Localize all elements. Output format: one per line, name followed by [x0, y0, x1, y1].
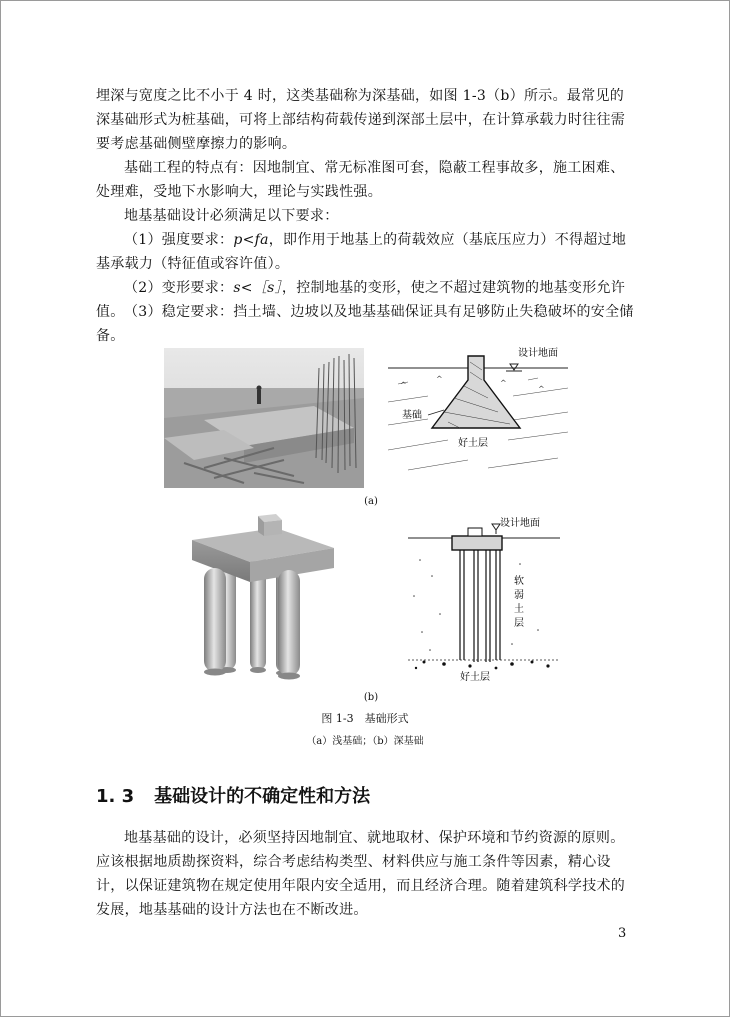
- figure-subcaption: （a）浅基础；（b）深基础: [306, 736, 424, 747]
- piles: [460, 550, 500, 662]
- pile-cap: [452, 536, 502, 550]
- good-soil-label-a: 好土层: [458, 438, 488, 449]
- section-title: 基础设计的不确定性和方法: [154, 786, 371, 807]
- soft-soil-char-4: 层: [514, 618, 524, 629]
- foundation-label: 基础: [402, 410, 422, 421]
- requirement-deformation-text: ，控制地基的变形，使之不超过建筑物的地基变形允许值。: [96, 280, 626, 320]
- design-ground-label: 设计地面: [518, 348, 558, 359]
- good-soil-label-b: 好土层: [460, 672, 490, 683]
- section-number: 1. 3: [96, 786, 135, 807]
- soft-soil-char-2: 弱: [514, 590, 524, 601]
- good-soil-particles: [415, 661, 550, 670]
- paragraph-requirements-intro: 地基基础设计必须满足以下要求：: [124, 208, 339, 224]
- shallow-foundation-photo: [164, 348, 364, 488]
- design-ground-label-b: 设计地面: [500, 518, 540, 529]
- figure-b-label: (b): [363, 692, 379, 703]
- page-number: 3: [618, 926, 627, 941]
- figure-a-label: (a): [364, 496, 378, 507]
- section-heading: [96, 782, 370, 808]
- requirement-stability: （3）稳定要求：挡土墙、边坡以及地基基础保证具有足够防止失稳破坏的安全储备。: [96, 304, 634, 344]
- column-stub: [468, 528, 482, 536]
- requirement-strength-prefix: （1）强度要求：: [124, 232, 234, 248]
- svg-text:^: ^: [436, 375, 443, 384]
- soft-soil-char-3: 土: [514, 604, 524, 615]
- ground-marker-b: [492, 524, 500, 534]
- requirement-strength-text: ，即作用于地基上的荷载效应（基底压应力）不得超过地基承载力（特征值或容许值）。: [96, 232, 627, 272]
- soft-soil-char-1: 软: [514, 576, 524, 587]
- svg-text:^: ^: [500, 379, 507, 388]
- requirement-deformation-prefix: （2）变形要求：: [124, 280, 234, 296]
- requirement-strength: [96, 228, 636, 276]
- svg-text:^: ^: [538, 385, 545, 394]
- paragraph-deep-foundation: 埋深与宽度之比不小于 4 时，这类基础称为深基础，如图 1-3（b）所示。最常见的深基础形式为桩基础，可将上部结构荷载传递到深部土层中，在计算承载力时往往需要考虑基础侧壁摩擦力的影响。: [96, 88, 626, 152]
- paragraph-design-principles: 地基基础的设计，必须坚持因地制宜、就地取材、保护环境和节约资源的原则。应该根据地质勘探资料，综合考虑结构类型、材料供应与施工条件等因素，精心设计，以保证建筑物在规定使用年限内安全适用，而且经济合理。随着建筑科学技术的发展，地基基础的设计方法也在不断改进。: [96, 830, 626, 918]
- pile-foundation-3d: [184, 506, 344, 681]
- figure-caption: 图 1-3 基础形式: [321, 712, 409, 725]
- svg-text:^: ^: [400, 381, 407, 390]
- paragraph-characteristics: 基础工程的特点有：因地制宜、常无标准图可套，隐蔽工程事故多，施工困难、处理难，受地下水影响大，理论与实践性强。: [96, 160, 625, 200]
- stepped-footing: [432, 356, 520, 428]
- formula-strength: p<fa: [233, 232, 269, 248]
- formula-deformation: s<［s］: [233, 280, 282, 296]
